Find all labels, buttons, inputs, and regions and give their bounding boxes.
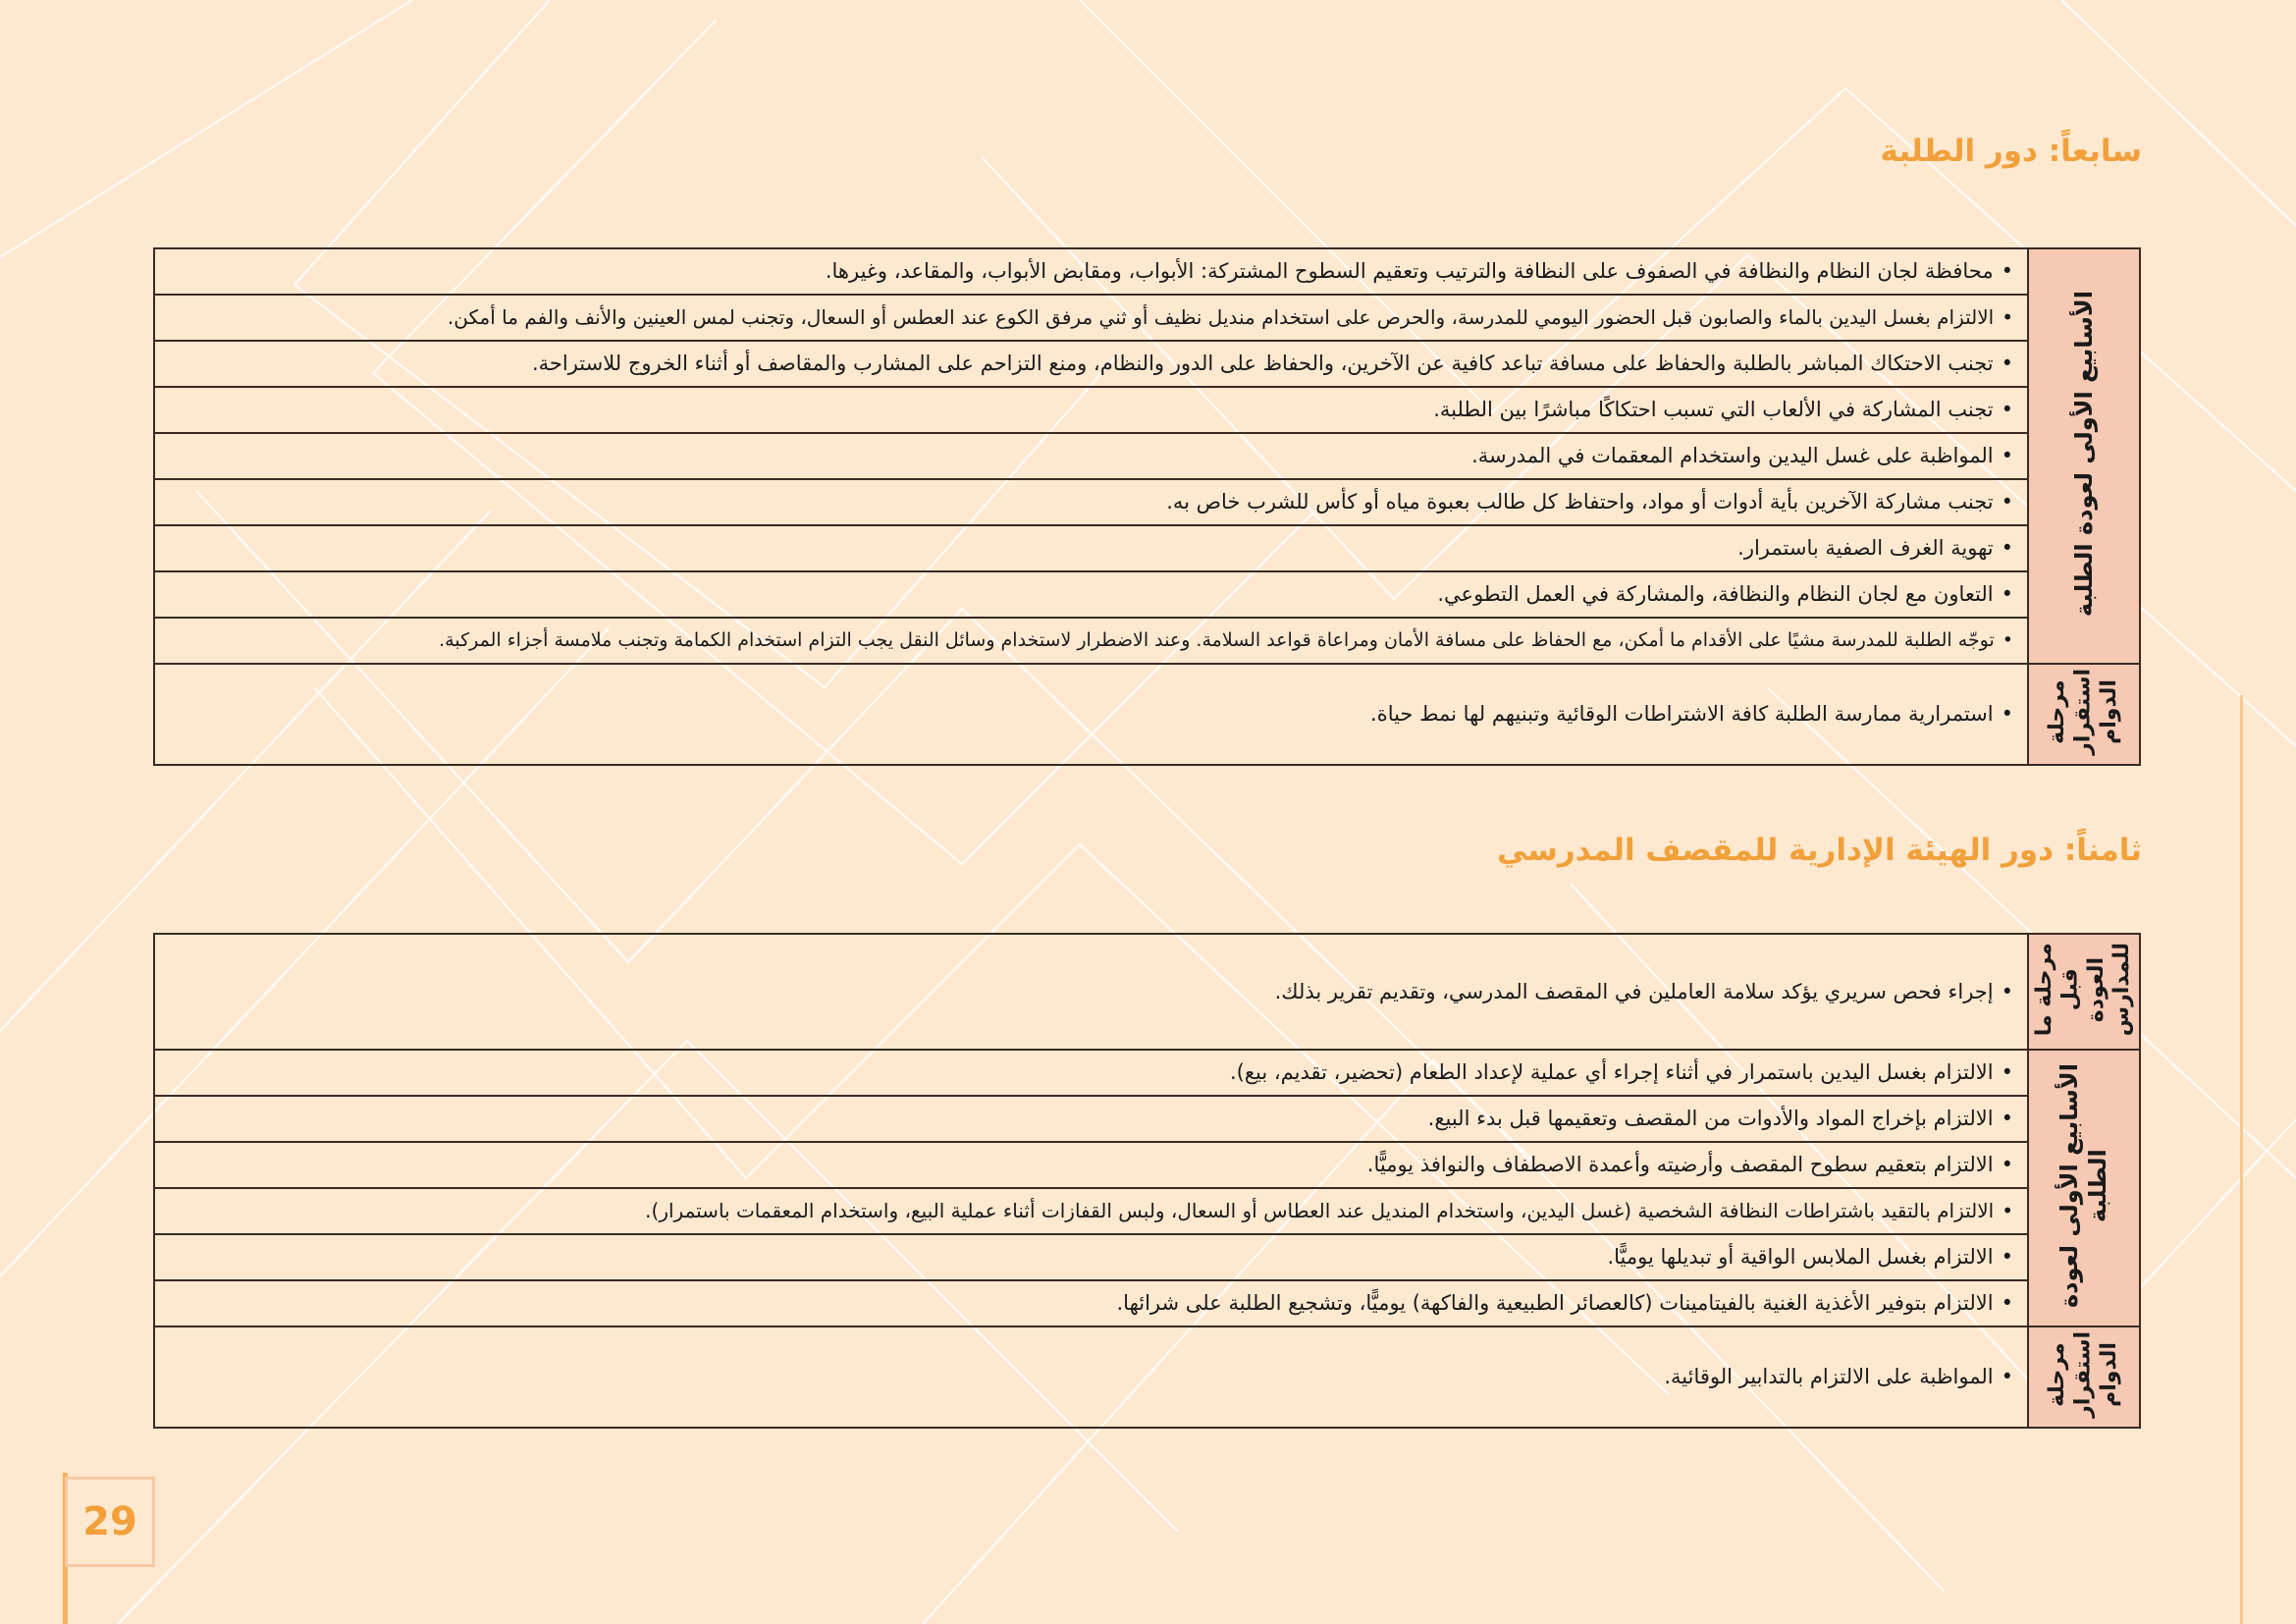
list-item: •الالتزام بتعقيم سطوح المقصف وأرضيته وأعمدة الاصطفاف والنوافذ يوميًّا. [154, 1142, 2028, 1188]
list-item: •تجنب المشاركة في الألعاب التي تسبب احتكاكًا مباشرًا بين الطلبة. [154, 387, 2028, 433]
table-row [154, 1188, 2140, 1234]
list-item: •تهوية الغرف الصفية باستمرار. [154, 525, 2028, 571]
table-row [154, 1234, 2140, 1280]
list-item: •الالتزام بغسل اليدين باستمرار في أثناء إجراء أي عملية لإعداد الطعام (تحضير، تقديم، بيع). [154, 1050, 2028, 1096]
phase-cell-stability [2028, 1326, 2140, 1428]
phase-label: الأسابيع الأولى لعودة الطلبة [2056, 1062, 2111, 1308]
list-item: •الالتزام بغسل اليدين بالماء والصابون قبل الحضور اليومي للمدرسة، والحرص على استخدام منديل نظيف أو ثني مرفق الكوع عند العطس أو السعال، وتجنب لمس العينين والأنف والفم ما أمكن. [154, 295, 2028, 341]
phase-label: مرحلة ما قبل العودة للمدارس [2032, 942, 2135, 1037]
table-row [154, 479, 2140, 525]
phase-cell-first-weeks [2028, 1050, 2140, 1326]
list-item: •تجنب الاحتكاك المباشر بالطلبة والحفاظ على مسافة تباعد كافية عن الآخرين، والحفاظ على الدور والنظام، ومنع التزاحم على المشارب والمقاصف أو أثناء الخروج للاستراحة. [154, 341, 2028, 387]
list-item: •محافظة لجان النظام والنظافة في الصفوف على النظافة والترتيب وتعقيم السطوح المشتركة: الأبواب، ومقابض الأبواب، والمقاعد، وغيرها. [154, 248, 2028, 295]
table-row [154, 571, 2140, 618]
list-item: •إجراء فحص سريري يؤكد سلامة العاملين في المقصف المدرسي، وتقديم تقرير بذلك. [154, 934, 2028, 1050]
list-item: •الالتزام بتوفير الأغذية الغنية بالفيتامينات (كالعصائر الطبيعية والفاكهة) يوميًّا، وتشجيع الطلبة على شرائها. [154, 1280, 2028, 1326]
students-role-table [153, 247, 2141, 766]
list-item: •الالتزام بالتقيد باشتراطات النظافة الشخصية (غسل اليدين، واستخدام المنديل عند العطاس أو السعال، ولبس القفازات أثناء عملية البيع، واستخدام المعقمات باستمرار). [154, 1188, 2028, 1234]
table-row [154, 618, 2140, 664]
list-item: •تجنب مشاركة الآخرين بأية أدوات أو مواد، واحتفاظ كل طالب بعبوة مياه أو كأس للشرب خاص به. [154, 479, 2028, 525]
decorative-rule [2240, 695, 2243, 1624]
list-item: •المواظبة على الالتزام بالتدابير الوقائية. [154, 1326, 2028, 1428]
phase-cell-first-weeks [2028, 248, 2140, 664]
list-item: •الالتزام بإخراج المواد والأدوات من المقصف وتعقيمها قبل بدء البيع. [154, 1096, 2028, 1142]
section-eight-title: ثامناً: دور الهيئة الإدارية للمقصف المدرسي [1496, 833, 2142, 868]
phase-label: مرحلة استقرار الدوام [2045, 668, 2122, 755]
canteen-role-table [153, 933, 2141, 1429]
table-row [154, 1050, 2140, 1096]
page-number: 29 [65, 1477, 155, 1567]
table-row [154, 525, 2140, 571]
table-row [154, 295, 2140, 341]
list-item: •الالتزام بغسل الملابس الواقية أو تبديلها يوميًّا. [154, 1234, 2028, 1280]
list-item: •المواظبة على غسل اليدين واستخدام المعقمات في المدرسة. [154, 433, 2028, 479]
table-row [154, 341, 2140, 387]
table-row [154, 433, 2140, 479]
phase-cell-pre-return [2028, 934, 2140, 1050]
table-row [154, 387, 2140, 433]
table-row [154, 664, 2140, 765]
table-row [154, 1280, 2140, 1326]
list-item: •استمرارية ممارسة الطلبة كافة الاشتراطات الوقائية وتبنيهم لها نمط حياة. [154, 664, 2028, 765]
phase-label: مرحلة استقرار الدوام [2045, 1330, 2122, 1418]
table-row [154, 1142, 2140, 1188]
table-row [154, 1326, 2140, 1428]
list-item: •توجّه الطلبة للمدرسة مشيًا على الأقدام ما أمكن، مع الحفاظ على مسافة الأمان ومراعاة قواعد السلامة. وعند الاضطرار لاستخدام وسائل النقل يجب التزام استخدام الكمامة وتجنب ملامسة أجزاء المركبة. [154, 618, 2028, 664]
table-row [154, 1096, 2140, 1142]
phase-label: الأسابيع الأولى لعودة الطلبة [2069, 290, 2098, 617]
table-row [154, 934, 2140, 1050]
phase-cell-stability [2028, 664, 2140, 765]
section-seven-title: سابعاً: دور الطلبة [1880, 134, 2142, 169]
table-row [154, 248, 2140, 295]
list-item: •التعاون مع لجان النظام والنظافة، والمشاركة في العمل التطوعي. [154, 571, 2028, 618]
